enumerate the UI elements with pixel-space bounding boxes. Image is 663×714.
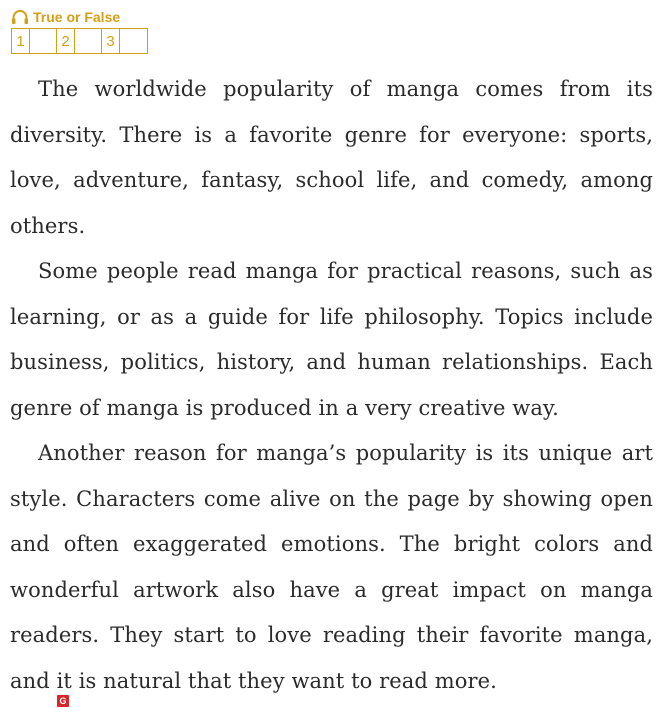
answer-field-2[interactable] <box>75 29 102 53</box>
paragraph-1: The worldwide popularity of manga comes from its diversity. There is a favorite genre for everyone: sports, love, adventure, fantasy, school life, and comedy, among others. <box>10 77 653 238</box>
paragraph-2: Some people read manga for practical reasons, such as learning, or as a guide for life philosophy. Topics include business, politics, history, and human relationships. Each genre of manga is produced in a very creative way. <box>10 259 653 420</box>
paragraph-3: Another reason for manga’s popularity is its unique art style. Characters come alive on the page by showing open and often exaggerated emotions. The bright colors and wonderful artwork also have a great impact on manga readers. They start to love reading their favorite manga, and it is natural that they want to read more. <box>10 441 653 693</box>
exercise-header <box>11 9 120 25</box>
glossary-badge[interactable]: G <box>57 695 69 707</box>
answer-number-2: 2 <box>57 29 75 53</box>
answer-boxes <box>11 28 148 54</box>
answer-field-3[interactable] <box>120 29 147 53</box>
reading-passage <box>10 67 653 704</box>
headphones-icon[interactable] <box>11 9 29 25</box>
answer-number-3: 3 <box>102 29 120 53</box>
answer-field-1[interactable] <box>30 29 57 53</box>
exercise-title: True or False <box>33 9 121 25</box>
answer-number-1: 1 <box>12 29 30 53</box>
